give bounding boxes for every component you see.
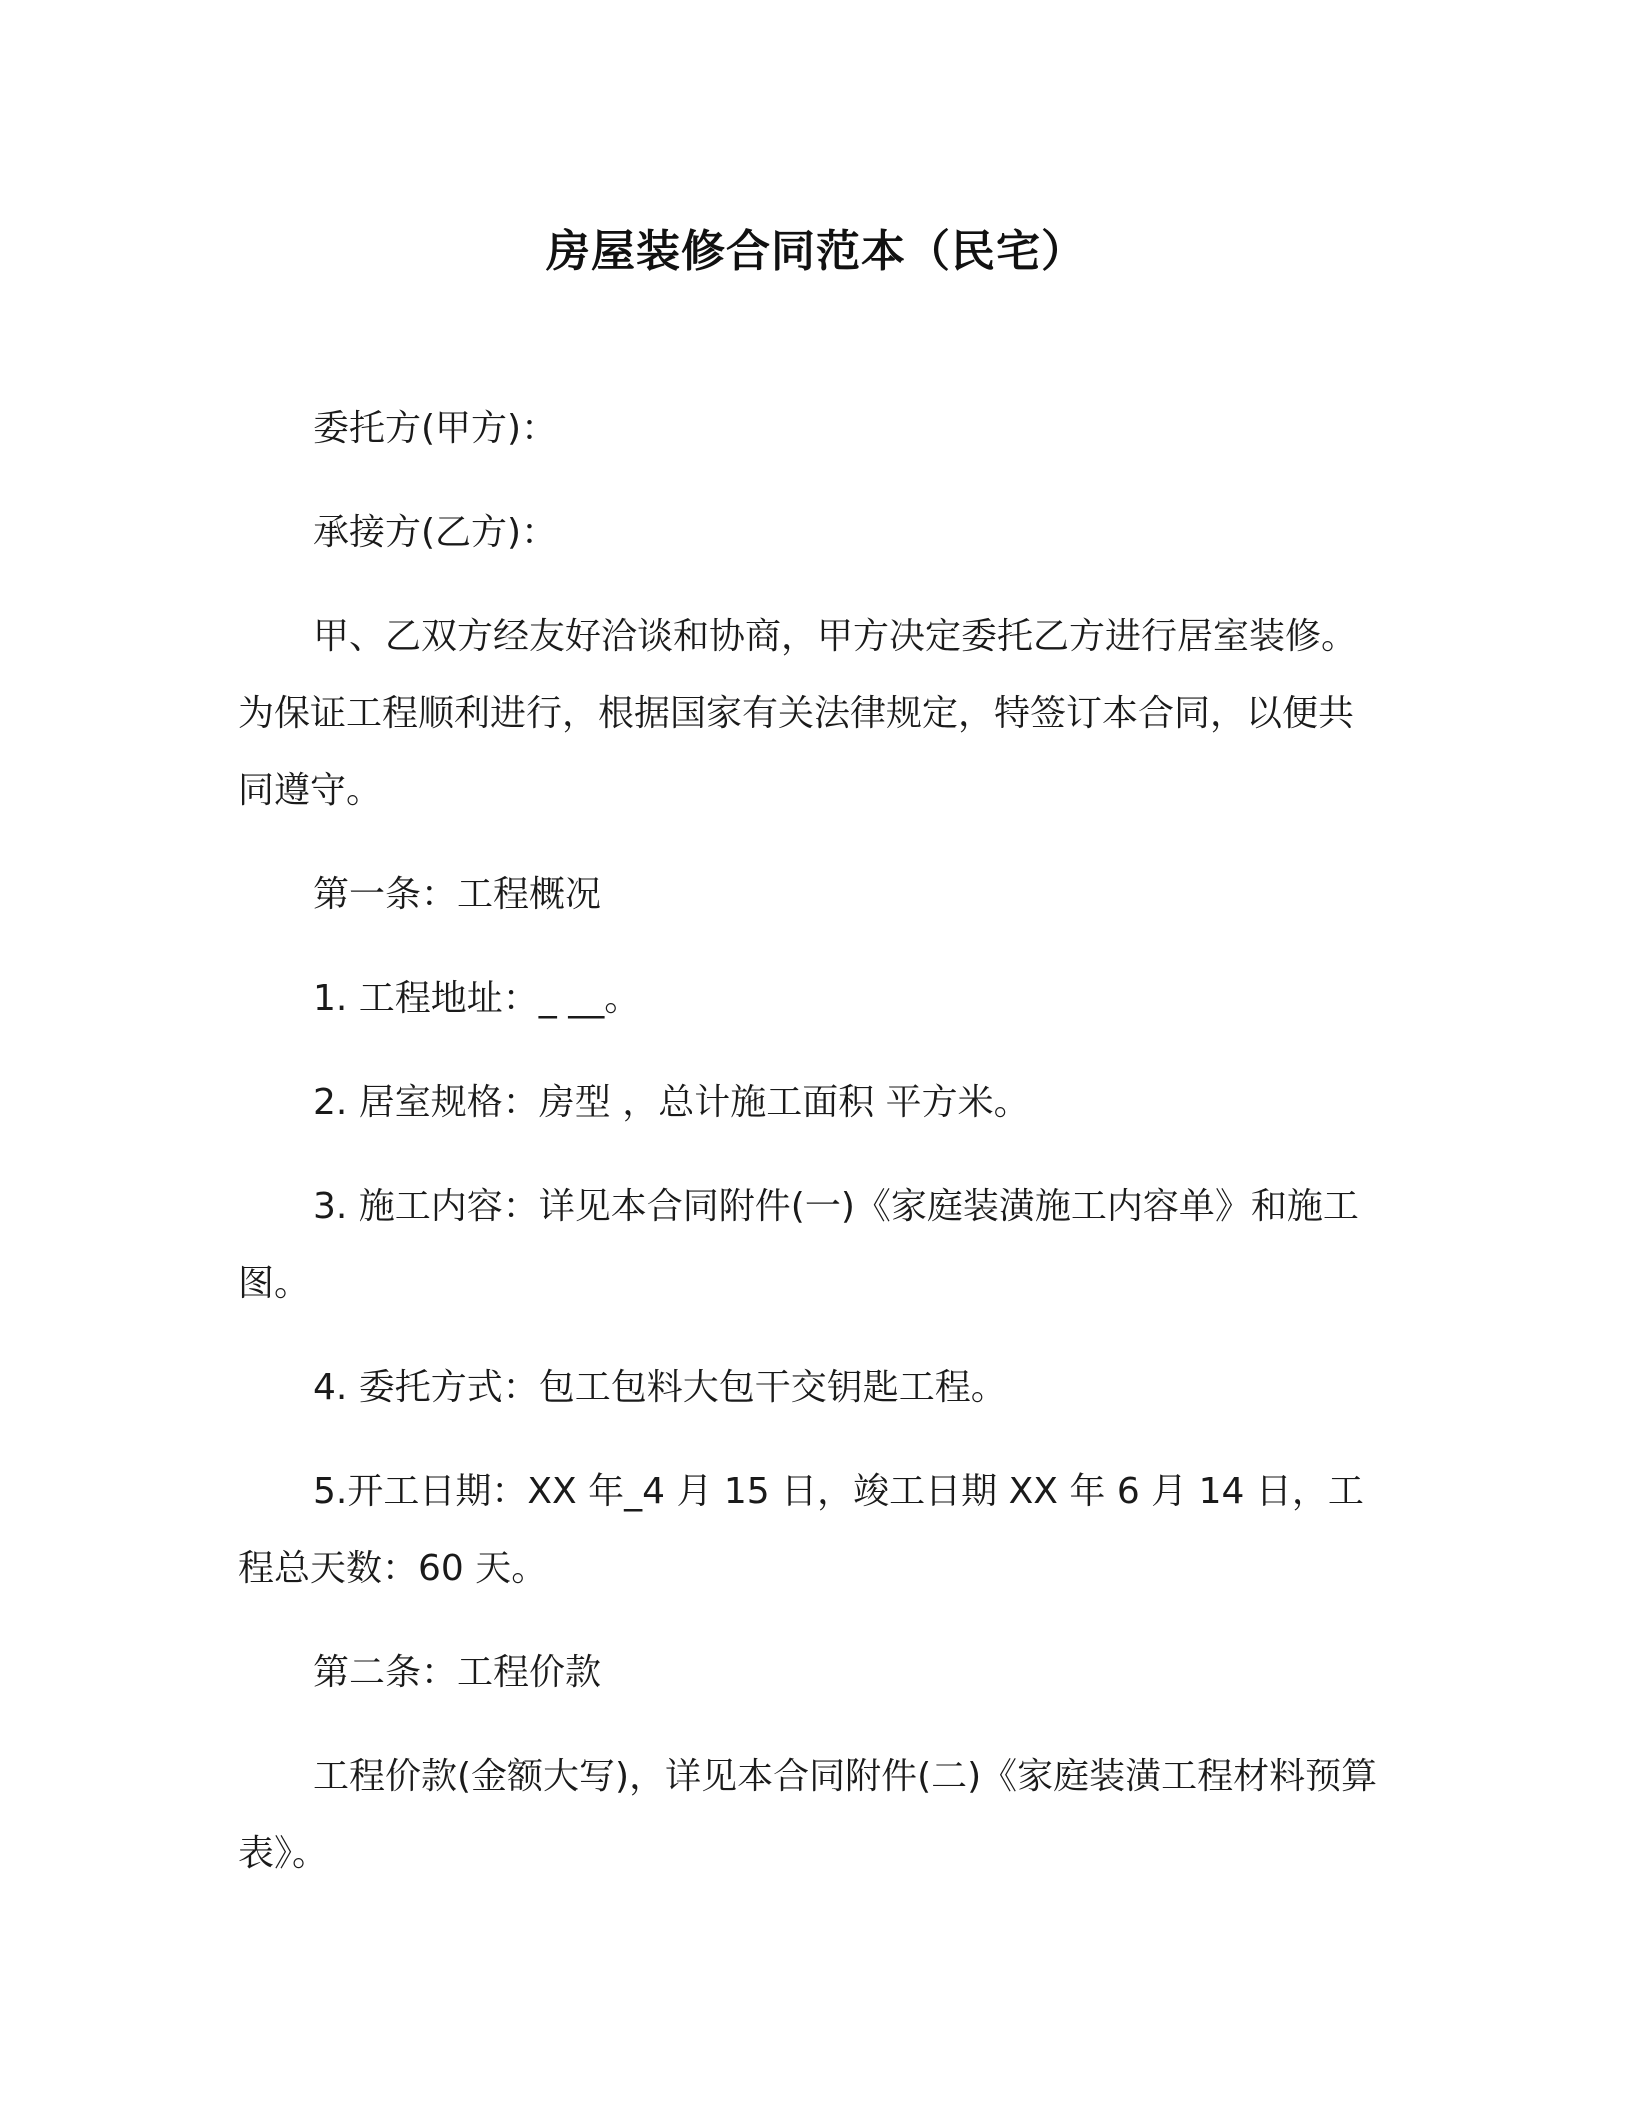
document-body [238, 390, 1388, 1919]
article-1-item-2: 2. 居室规格：房型 ，总计施工面积 平方米。 [313, 1082, 1030, 1123]
article-1-item-3: 3. 施工内容：详见本合同附件(一)《家庭装潢施工内容单》和施工图。 [238, 1186, 1359, 1304]
article-1-item-4: 4. 委托方式：包工包料大包干交钥匙工程。 [313, 1367, 1007, 1408]
article-2-heading: 第二条：工程价款 [313, 1652, 602, 1693]
article-1-heading: 第一条：工程概况 [313, 874, 602, 915]
document-title: 房屋装修合同范本（民宅） [546, 226, 1086, 277]
preamble-paragraph: 甲、乙双方经友好洽谈和协商，甲方决定委托乙方进行居室装修。为保证工程顺利进行，根据国家有关法律规定，特签订本合同，以便共同遵守。 [238, 616, 1358, 811]
party-b-line: 承接方(乙方)： [313, 512, 558, 553]
article-1-item-5: 5.开工日期：XX 年_4 月 15 日，竣工日期 XX 年 6 月 14 日，工程总天数：60 天。 [238, 1471, 1364, 1589]
article-1-item-1: 1. 工程地址：_ __。 [313, 978, 641, 1019]
party-a-line: 委托方(甲方)： [313, 408, 558, 449]
article-2-paragraph: 工程价款(金额大写)，详见本合同附件(二)《家庭装潢工程材料预算表》。 [238, 1756, 1378, 1874]
